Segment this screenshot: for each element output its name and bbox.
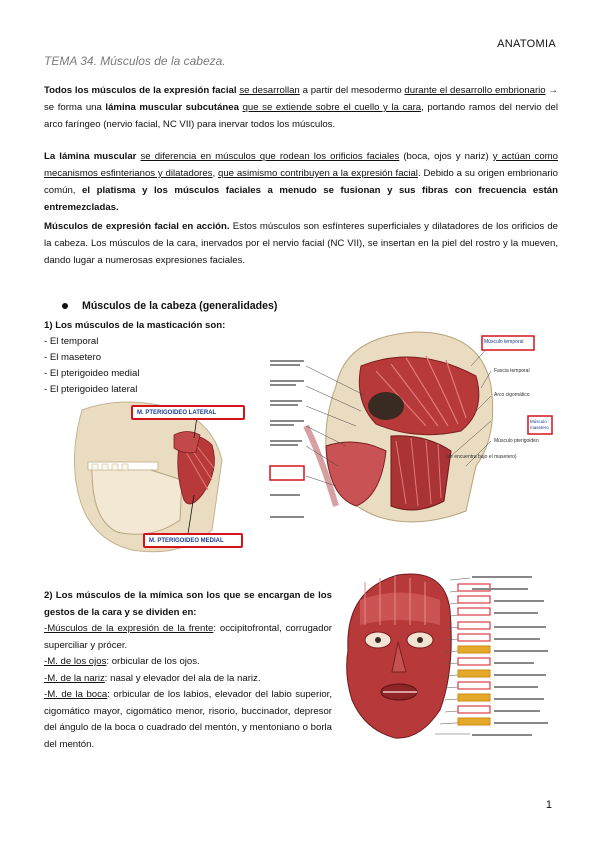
label-bajo-masetero: (se encuentra bajo el masetero) bbox=[446, 454, 517, 460]
intro-paragraph-3: Músculos de expresión facial en acción. Estos músculos son esfínteres superficiales y dilatadores de los orificios de la cabeza. Los músculos de la cara, inervados por el nervio facial (NC VII), se insertan en la piel del rostro y la mueven, dando lugar a numerosas expresiones faciales. bbox=[44, 221, 558, 266]
page-title: TEMA 34. Músculos de la cabeza. bbox=[44, 54, 226, 68]
label-fascia: Fascia temporal bbox=[494, 368, 530, 374]
page-number: 1 bbox=[545, 799, 552, 811]
header-subject: ANATOMIA bbox=[497, 38, 556, 50]
list-item: -Músculos de la expresión de la frente: occipitofrontal, corrugador superciliar y prócer. bbox=[44, 623, 332, 651]
mimica-section bbox=[44, 588, 332, 753]
intro-paragraph-1: Todos los músculos de la expresión facial se desarrollan a partir del mesodermo durante el desarrollo embrionario → se forma una lámina muscular subcutánea que se extiende sobre el cuello y la cara, portando ramos del nervio del arco faríngeo (nervio facial, NC VII) para inervar todos los músculos. bbox=[44, 85, 559, 130]
bullet-icon bbox=[62, 303, 68, 309]
label-pterigoideo-medial: M. PTERIGOIDEO MEDIAL bbox=[149, 538, 224, 544]
jaw-pterygoid-figure bbox=[62, 400, 250, 560]
list-item: - El pterigoideo medial bbox=[44, 368, 140, 379]
label-arco: Arco cigomático bbox=[494, 392, 530, 398]
face-illustration bbox=[340, 570, 558, 742]
label-masetero: Músculo masetero bbox=[530, 419, 549, 430]
intro-paragraph-2: La lámina muscular se diferencia en músculos que rodean los orificios faciales (boca, ojos y nariz) y actúan como mecanismos esfinterianos y dilatadores, que asimismo contribuyen a la expresión facial. Debido a su origen embrionario común, el platisma y los músculos faciales a menudo se fusionan y sus fibras con frecuencia están entremezcladas. bbox=[44, 151, 558, 213]
list-item: -M. de la boca: orbicular de los labios, elevador del labio superior, cigomático mayor, cigomático menor, risorio, buccinador, depresor del ángulo de la boca o cuadrado del mentón, y mentoniano o borla del mentón. bbox=[44, 689, 333, 750]
facial-muscles-figure bbox=[340, 570, 558, 742]
list-item: -M. de la nariz: nasal y elevador del ala de la nariz. bbox=[44, 672, 261, 684]
mastication-subheading: 1) Los músculos de la masticación son: bbox=[44, 320, 226, 331]
jaw-illustration bbox=[62, 400, 250, 560]
label-temporal: Músculo temporal bbox=[484, 339, 524, 345]
list-item: -M. de los ojos: orbicular de los ojos. bbox=[44, 656, 200, 667]
label-pterigoideo-lateral: M. PTERIGOIDEO LATERAL bbox=[137, 410, 217, 416]
list-item: - El pterigoideo lateral bbox=[44, 384, 138, 395]
list-item: - El masetero bbox=[44, 352, 102, 363]
mimica-heading: 2) Los músculos de la mímica son los que se encargan de los gestos de la cara y se dividen en: bbox=[44, 590, 332, 618]
skull-illustration bbox=[266, 326, 558, 530]
label-pterigoideo: Músculo pterigoideo bbox=[494, 438, 539, 444]
mastication-list bbox=[44, 318, 225, 398]
section1-heading: Músculos de la cabeza (generalidades) bbox=[62, 300, 277, 312]
skull-muscles-figure bbox=[266, 326, 558, 530]
list-item: - El temporal bbox=[44, 336, 99, 347]
